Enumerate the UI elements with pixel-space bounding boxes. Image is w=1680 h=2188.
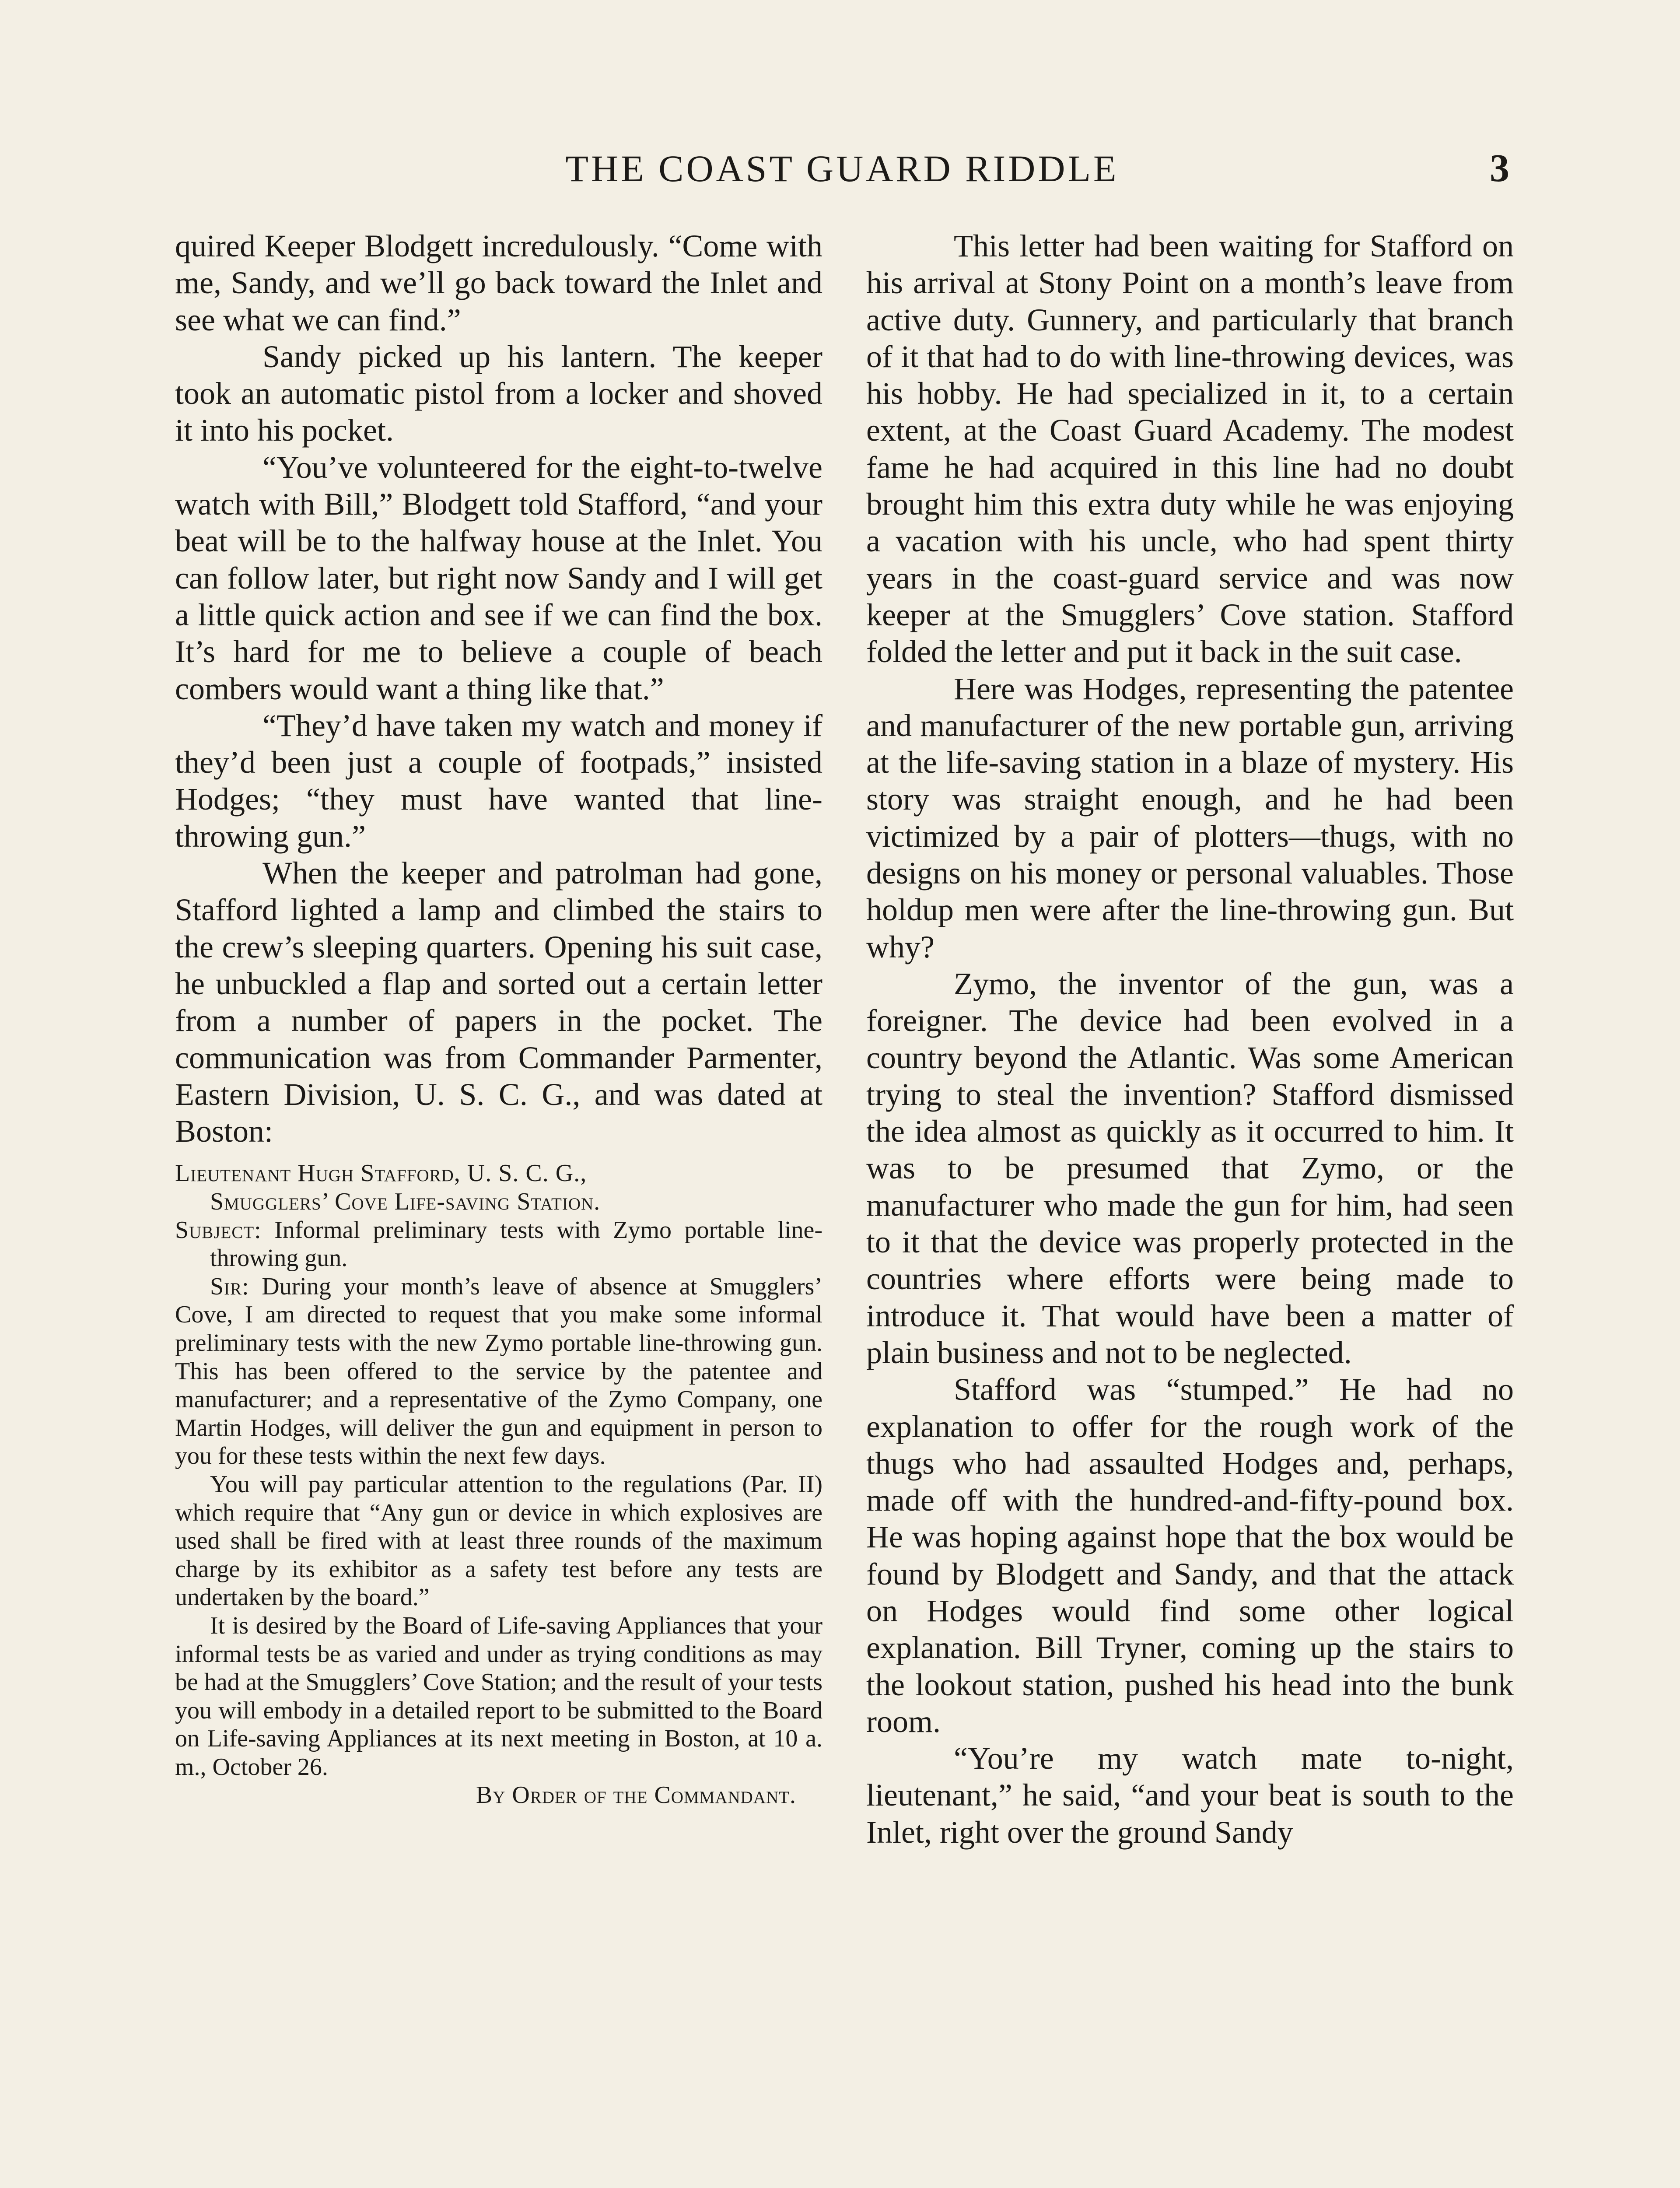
memo-subject-text: Informal preliminary tests with Zymo portable line-throwing gun. bbox=[210, 1216, 822, 1272]
paragraph: quired Keeper Blodgett incredulously. “Come with me, Sandy, and we’ll go back toward the Inlet and see what we can find.” bbox=[175, 228, 822, 337]
memo-letter bbox=[175, 1159, 822, 1809]
memo-subject bbox=[175, 1216, 822, 1273]
memo-paragraph-text: During your month’s leave of absence at Smugglers’ Cove, I am directed to request that you make some informal preliminary tests with the new Zymo portable line-throwing gun. This has been offered to the service by the patentee and manufacturer; and a representative of the Zymo Company, one Martin Hodges, will deliver the gun and equipment in person to you for these tests within the next few days. bbox=[175, 1273, 822, 1470]
memo-paragraph: It is desired by the Board of Life-saving Appliances that your informal tests be as varied and under as trying conditions as may be had at the Smugglers’ Cove Station; and the result of your tests you will embody in a detailed report to be submitted to the Board on Life-saving Appliances at its next meeting in Boston, at 10 a. m., October 26. bbox=[175, 1612, 822, 1781]
right-column bbox=[866, 228, 1514, 1851]
memo-salutation: Sir: bbox=[210, 1273, 249, 1300]
memo-subject-label: Subject: bbox=[175, 1216, 262, 1244]
left-column bbox=[175, 228, 822, 1809]
page-header bbox=[175, 144, 1509, 193]
paragraph: “They’d have taken my watch and money if they’d been just a couple of footpads,” insisted Hodges; “they must have wanted that line-throwing gun.” bbox=[175, 708, 822, 854]
memo-paragraph: You will pay particular attention to the regulations (Par. II) which require that “Any gun or device in which explosives are used shall be fired with at least three rounds of the maximum charge by its exhibitor as a safety test before any tests are undertaken by the board.” bbox=[175, 1470, 822, 1611]
running-title: THE COAST GUARD RIDDLE bbox=[565, 147, 1119, 189]
memo-paragraph bbox=[175, 1273, 822, 1470]
memo-station: Smugglers’ Cove Life-saving Station. bbox=[210, 1188, 601, 1216]
paragraph: When the keeper and patrolman had gone, Stafford lighted a lamp and climbed the stairs to the crew’s sleeping quarters. Opening his suit case, he unbuckled a flap and sorted out a certain letter from a number of papers in the pocket. The communication was from Commander Parmenter, Eastern Division, U. S. C. G., and was dated at Boston: bbox=[175, 856, 822, 1149]
memo-addressee: Lieutenant Hugh Stafford, U. S. C. G., bbox=[175, 1160, 587, 1187]
page-number: 3 bbox=[1490, 147, 1509, 190]
paragraph: “You’re my watch mate to-night, lieutenant,” he said, “and your beat is south to the Inlet, right over the ground Sandy bbox=[866, 1741, 1514, 1850]
paragraph: “You’ve volunteered for the eight-to-twelve watch with Bill,” Blodgett told Stafford, “and your beat will be to the halfway house at the Inlet. You can follow later, but right now Sandy and I will get a little quick action and see if we can find the box. It’s hard for me to believe a couple of beach combers would want a thing like that.” bbox=[175, 449, 822, 706]
paragraph: Stafford was “stumped.” He had no explanation to offer for the rough work of the thugs who had assaulted Hodges and, perhaps, made off with the hundred-and-fifty-pound box. He was hoping against hope that the box would be found by Blodgett and Sandy, and that the attack on Hodges would find some other logical explanation. Bill Tryner, coming up the stairs to the lookout station, pushed his head into the bunk room. bbox=[866, 1372, 1514, 1739]
paragraph: Zymo, the inventor of the gun, was a foreigner. The device had been evolved in a country beyond the Atlantic. Was some American trying to steal the invention? Stafford dismissed the idea almost as quickly as it occurred to him. It was to be presumed that Zymo, or the manufacturer who made the gun for him, had seen to it that the device was properly protected in the countries where efforts were being made to introduce it. That would have been a matter of plain business and not to be neglected. bbox=[866, 966, 1514, 1370]
paragraph: Sandy picked up his lantern. The keeper took an automatic pistol from a locker and shoved it into his pocket. bbox=[175, 339, 822, 448]
memo-signoff: By Order of the Commandant. bbox=[476, 1781, 796, 1809]
paragraph: Here was Hodges, representing the patentee and manufacturer of the new portable gun, arriving at the life-saving station in a blaze of mystery. His story was straight enough, and he had been victimized by a pair of plotters—thugs, with no designs on his money or personal valuables. Those holdup men were after the line-throwing gun. But why? bbox=[866, 671, 1514, 964]
paragraph: This letter had been waiting for Stafford on his arrival at Stony Point on a month’s leave from active duty. Gunnery, and particularly that branch of it that had to do with line-throwing devices, was his hobby. He had specialized in it, to a certain extent, at the Coast Guard Academy. The modest fame he had acquired in this line had no doubt brought him this extra duty while he was enjoying a vacation with his uncle, who had spent thirty years in the coast-guard service and was now keeper at the Smugglers’ Cove station. Stafford folded the letter and put it back in the suit case. bbox=[866, 228, 1514, 670]
